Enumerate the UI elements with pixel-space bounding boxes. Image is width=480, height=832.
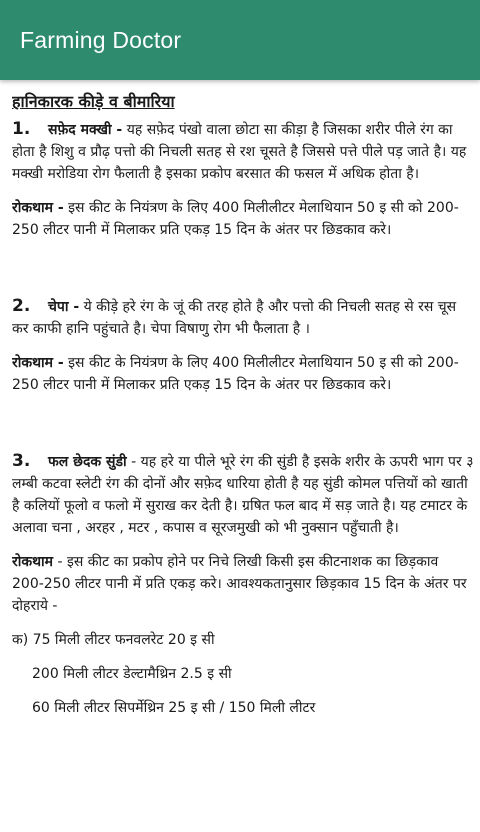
remedy-text: इस कीट के नियंत्रण के लिए 400 मिलीलीटर मेलाथियान 50 इ सी को 200-250 लीटर पानी में मिलाकर प्रति एकड़ 15 दिन के अंतर पर छिडकाव करे। [12,355,459,393]
section-3-description [12,450,474,539]
section-number: 1. [12,119,31,139]
section-2-remedy [12,352,474,396]
treatment-item: 200 मिली लीटर डेल्टामैथ्रिन 2.5 इ सी [32,666,232,682]
pest-name: सफ़ेद मक्खी - [48,122,123,138]
pest-description: यह सफ़ेद पंखो वाला छोटा सा कीड़ा है जिसका शरीर पीले रंग का होता है शिशु व प्रौढ़ पत्तो की निचली सतह से रश चूसते है जिससे पत्ते पीले पड़ जाते है। यह मक्खी मरोडिया रोग फैलाती है इसका प्रकोप बरसात की फसल में अधिक होता है। [12,122,467,182]
pest-description: ये कीड़े हरे रंग के जूं की तरह होते है और पत्तो की निचली सतह से रस चूस कर काफी हानि पहुंचाते है। चेपा विषाणु रोग भी फैलाता है । [12,299,457,337]
pest-name: चेपा - [48,299,80,315]
section-3-remedy [12,551,474,617]
article-heading: हानिकारक कीड़े व बीमारिया [12,92,175,111]
app-bar [0,0,480,80]
remedy-label: रोकथाम - [12,355,64,371]
pest-name: फल छेदक सुंडी [48,454,127,470]
section-1-description [12,118,474,185]
remedy-text: इस कीट के नियंत्रण के लिए 400 मिलीलीटर मेलाथियान 50 इ सी को 200-250 लीटर पानी में मिलाकर प्रति एकड़ 15 दिन के अंतर पर छिडकाव करे। [12,200,459,238]
remedy-text: - इस कीट का प्रकोप होने पर निचे लिखी किसी इस कीटनाशक का छिड़काव 200-250 लीटर पानी में प्रति एकड़ करे। आवश्यकतानुसार छिड़काव 15 दिन के अंतर पर दोहराये - [12,554,467,614]
treatment-item: 60 मिली लीटर सिपर्मेथ्रिन 25 इ सी / 150 मिली लीटर [32,700,316,716]
article-content[interactable] [12,90,474,832]
treatment-item: क) 75 मिली लीटर फनवलरेट 20 इ सी [12,632,215,648]
section-1-remedy [12,197,474,241]
remedy-label: रोकथाम [12,554,54,570]
remedy-label: रोकथाम - [12,200,64,216]
pest-description: - यह हरे या पीले भूरे रंग की सुंडी है इसके शरीर के ऊपरी भाग पर ३ लम्बी कटवा स्लेटी रंग की दोनों और सफ़ेद धारिया होती है यह सुंडी कोमल पत्तियों को खाती है कलियों फूलो व फलो में सुराख कर देती है। ग्रषित फल बाद में सड़ जाते है। यह टमाटर के अलावा चना , अरहर , मटर , कपास व सूरजमुखी को भी नुक्सान पहुँचाती है। [12,454,474,536]
app-title: Farming Doctor [20,27,182,53]
section-number: 2. [12,296,31,316]
section-2-description [12,295,474,340]
section-number: 3. [12,451,31,471]
